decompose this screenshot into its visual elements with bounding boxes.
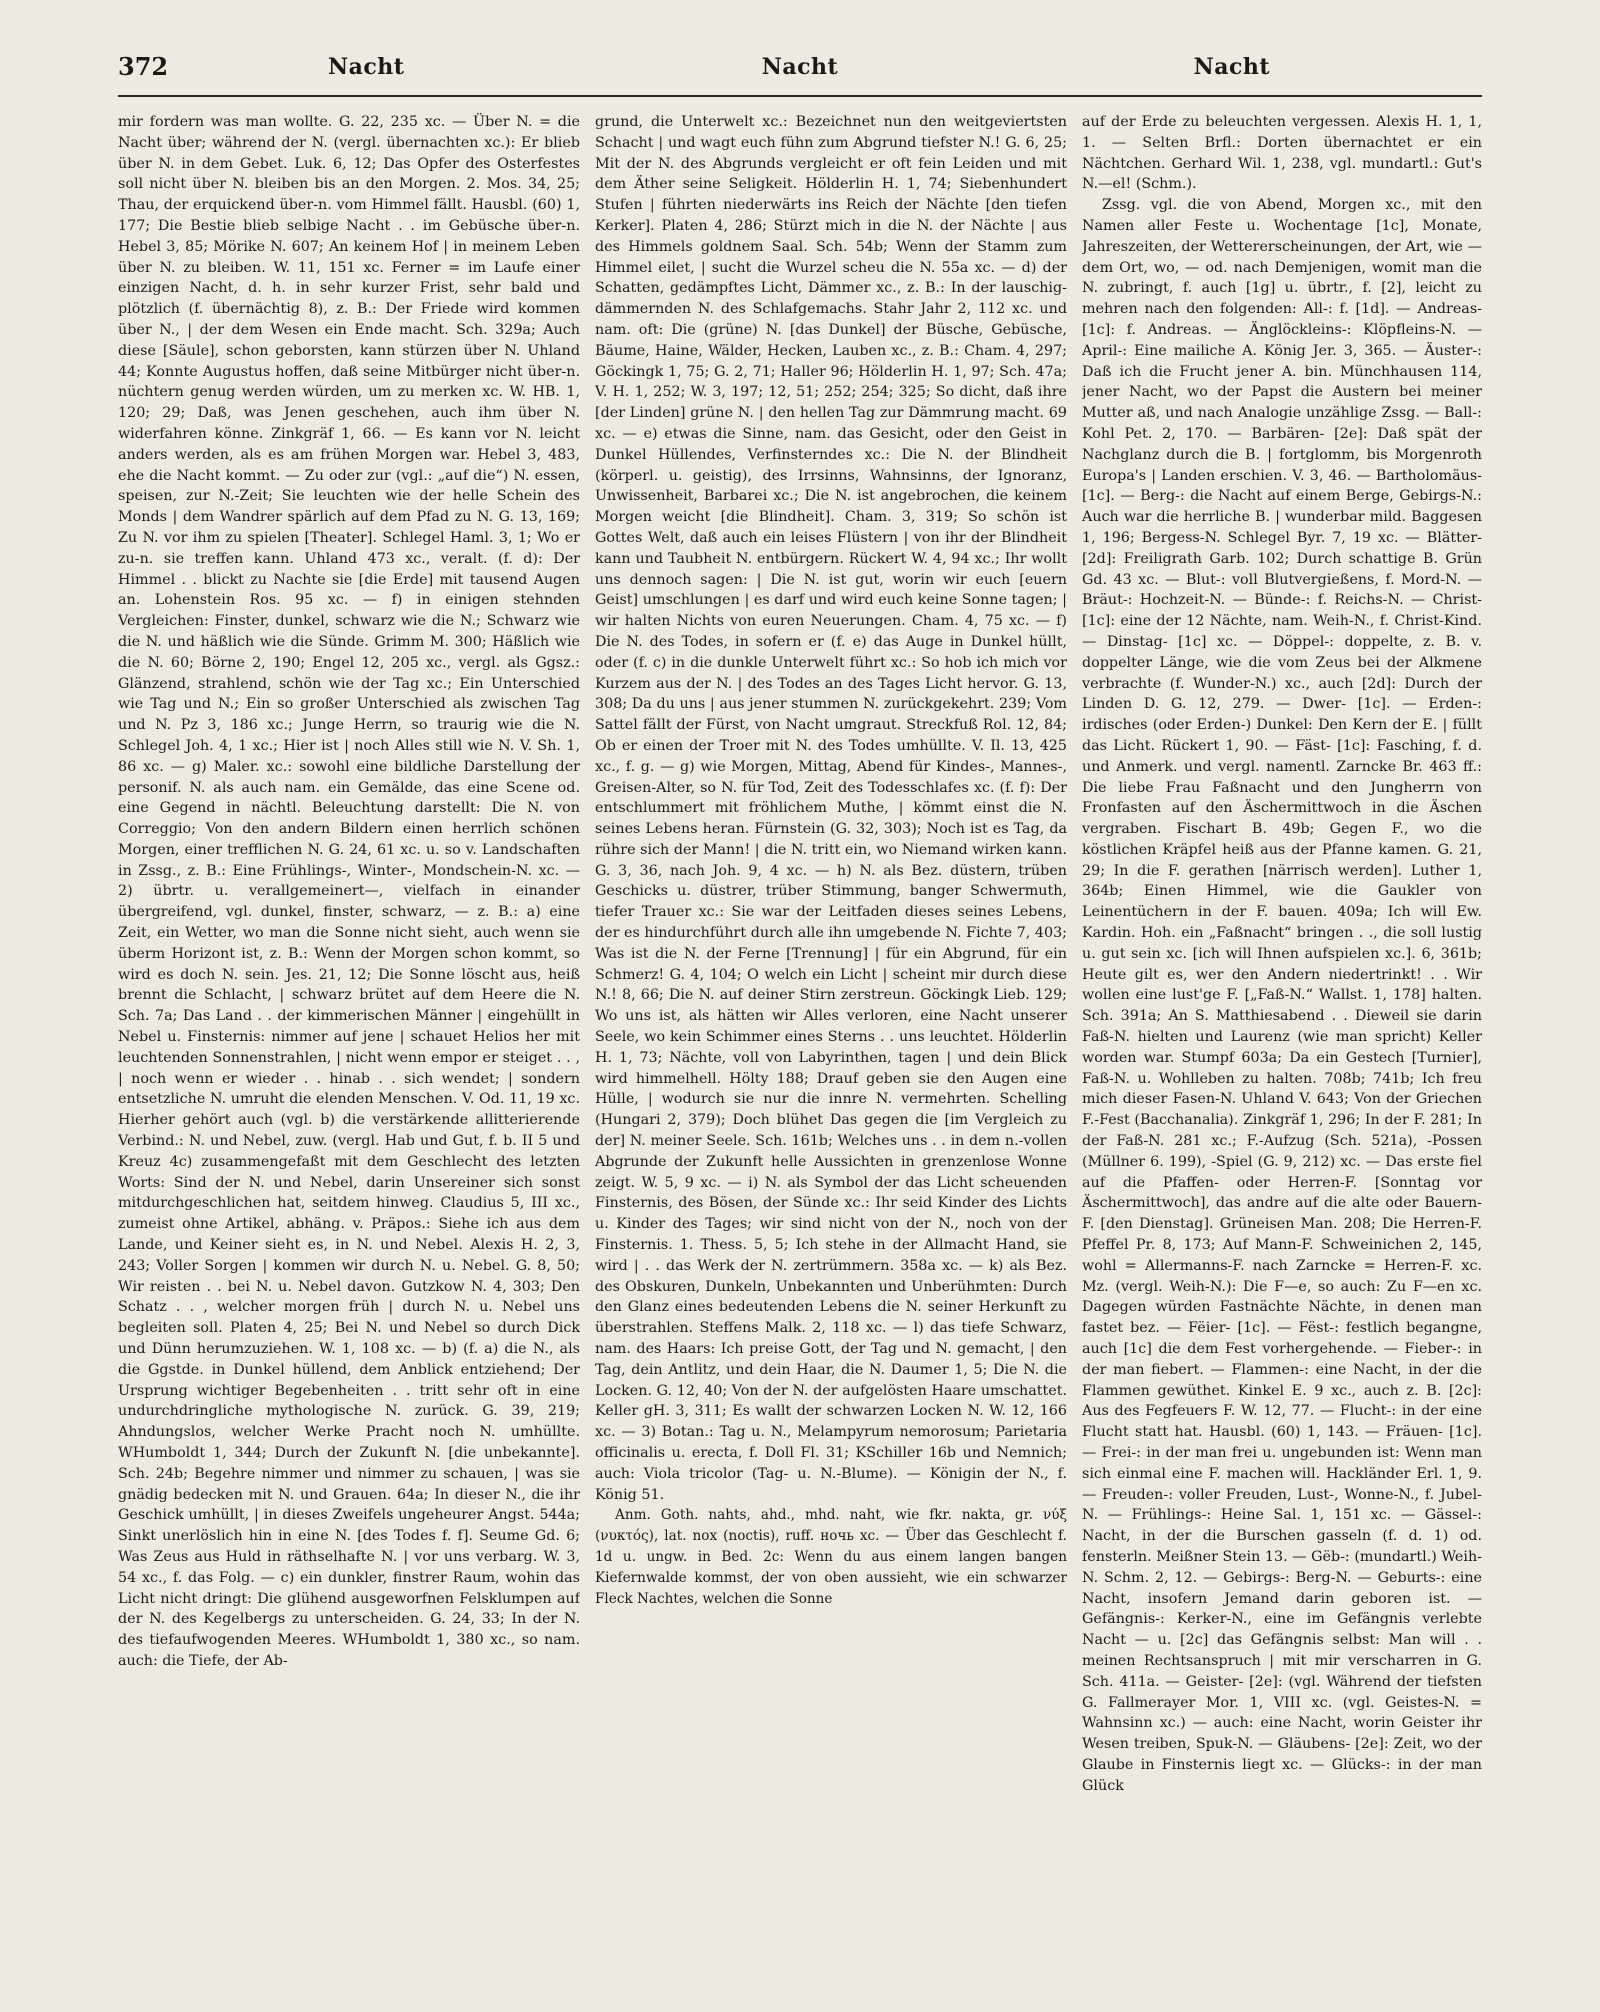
header-rule [118, 95, 1482, 97]
column-1-text: mir fordern was man wollte. G. 22, 235 xc. — Über N. = die Nacht über; während der N. (vergl. übernachten xc.): Er blieb über N. in dem Gebet. Luk. 6, 12; Das Opfer des Osterfestes soll nicht über N. bleiben bis an den Morgen. 2. Mos. 34, 25; Thau, der erquickend über-n. vom Himmel fällt. Hausbl. (60) 1, 177; Die Bestie blieb selbige Nacht . . im Gebüsche über-n. Hebel 3, 85; Mörike N. 607; An keinem Hof | in meinem Leben über N. zu bleiben. W. 11, 151 xc. Ferner = im Laufe einer einzigen Nacht, d. h. in sehr kurzer Frist, sehr bald und plötzlich (f. übernächtig 8), z. B.: Der Friede wird kommen über N., | der dem Wesen ein Ende macht. Sch. 329a; Auch diese [Säule], schon geborsten, kann stürzen über N. Uhland 44; Konnte Augustus hoffen, daß seine Mitbürger nicht über-n. nüchtern genug werden würden, um zu merken xc. W. HB. 1, 120; 29; Daß, was Jenen geschehen, auch ihm über N. widerfahren könne. Zinkgräf 1, 66. — Es kann vor N. leicht anders werden, als es am frühen Morgen war. Hebel 3, 483, ehe die Nacht kommt. — Zu oder zur (vgl.: „auf die“) N. essen, speisen, zur N.-Zeit; Sie leuchten wie der helle Schein des Monds | dem Wandrer spärlich auf dem Pfad zu N. G. 13, 169; Zu N. vor ihm zu spielen [Theater]. Schlegel Haml. 3, 1; Wo er zu-n. sie treffen kann. Uhland 473 xc., veralt. (f. d): Der Himmel . . blickt zu Nachte sie [die Erde] mit tausend Augen an. Lohenstein Ros. 95 xc. — f) in einigen stehnden Vergleichen: Finster, dunkel, schwarz wie die N.; Schwarz wie die N. und häßlich wie die Sünde. Grimm M. 300; Häßlich wie die N. 60; Börne 2, 190; Engel 12, 205 xc., vergl. als Ggsz.: Glänzend, strahlend, schön wie der Tag xc.; Ein Unterschied wie Tag und N.; Ein so großer Unterschied als zwischen Tag und N. Pz 3, 186 xc.; Junge Herrn, so traurig wie die N. Schlegel Joh. 4, 1 xc.; Hier ist | noch Alles still wie N. V. Sh. 1, 86 xc. — g) Maler. xc.: sowohl eine bildliche Darstellung der personif. N. als auch nam. ein Gemälde, das eine Scene od. eine Gegend in nächtl. Beleuchtung darstellt: Die N. von Correggio; Von den andern Bildern einen herrlich schönen Morgen, einer trefflichen N. G. 24, 61 xc. u. so v. Landschaften in Zssg., z. B.: Eine Frühlings-, Winter-, Mondschein-N. xc. — 2) übrtr. u. verallgemeinert—, vielfach in einander übergreifend, vgl. dunkel, finster, schwarz, — z. B.: a) eine Zeit, ein Wetter, wo man die Sonne nicht sieht, auch wenn sie überm Horizont ist, z. B.: Wenn der Morgen schon kommt, so wird es doch N. sein. Jes. 21, 12; Die Sonne löscht aus, heiß brennt die Schlacht, | schwarz brütet auf dem Heere die N. Sch. 7a; Das Land . . der kimmerischen Männer | eingehüllt in Nebel u. Finsternis: nimmer auf jene | schauet Helios her mit leuchtenden Sonnenstrahlen, | nicht wenn empor er steiget . . , | noch wenn er wieder . . hinab . . sich wendet; | sondern entsetzliche N. umruht die elenden Menschen. V. Od. 11, 19 xc. Hierher gehört auch (vgl. b) die verstärkende allitterierende Verbind.: N. und Nebel, zuw. (vergl. Hab und Gut, f. b. II 5 und Kreuz 4c) zusammengefaßt mit dem Geschlecht des letzten Worts: Sind der N. und Nebel, darin Unsereiner sich sonst mitdurchgeschlichen hat, seitdem hinweg. Claudius 5, III xc., zumeist ohne Artikel, abhäng. v. Präpos.: Siehe ich aus dem Lande, und Keiner sieht es, in N. und Nebel. Alexis H. 2, 3, 243; Voller Sorgen | kommen wir durch N. u. Nebel. G. 8, 50; Wir reisten . . bei N. u. Nebel davon. Gutzkow N. 4, 303; Den Schatz . . , welcher morgen früh | durch N. u. Nebel uns begleiten soll. Platen 4, 25; Bei N. und Nebel so durch Dick und Dünn herumzuziehen. W. 1, 108 xc. — b) (f. a) die N., als die Ggstde. in Dunkel hüllend, dem Anblick entziehend; Der Ursprung wichtiger Begebenheiten . . tritt sehr oft in eine undurchdringliche mythologische N. zurück. G. 39, 219; Ahndungslos, welcher Werke Pracht noch N. umhüllte. WHumboldt 1, 344; Durch der Zukunft N. [die unbekannte]. Sch. 24b; Begehre nimmer und nimmer zu schauen, | was sie gnädig bedecken mit N. und Grauen. 64a; In dieser N., die ihr Geschick umhüllt, | in dieses Zweifels ungeheurer Angst. 544a; Sinkt unerlöslich hin in eine N. [des Todes f. f]. Seume Gd. 6; Was Zeus aus Huld in räthselhafte N. | vor uns verbarg. W. 3, 54 xc., f. das Folg. — c) ein dunkler, finstrer Raum, wohin das Licht nicht dringt: Die glühend ausgeworfnen Felsklumpen auf der N. des Kegelbergs zu unterscheiden. G. 24, 33; In der N. des tiefaufwogenden Meeres. WHumboldt 1, 380 xc., so nam. auch: die Tiefe, der Ab- [118, 114, 580, 1669]
column-3 [1082, 112, 1482, 1982]
running-head-left: Nacht [328, 54, 405, 80]
page-number: 372 [118, 52, 169, 81]
column-2-text: grund, die Unterwelt xc.: Bezeichnet nun den weitgeviertsten Schacht | und wagt euch fühn zum Abgrund tiefster N.! G. 6, 25; Mit der N. des Abgrunds vergleicht er oft fein Leiden und mit dem Äther seine Seligkeit. Hölderlin H. 1, 74; Siebenhundert Stufen | führten niederwärts ins Reich der Nächte [den tiefen Kerker]. Platen 4, 286; Stürzt mich in die N. der Nächte | aus des Himmels goldnem Saal. Sch. 54b; Wenn der Stamm zum Himmel eilet, | sucht die Wurzel scheu die N. 55a xc. — d) der Schatten, gedämpftes Licht, Dämmer xc., z. B.: In der lauschig-dämmernden N. des Schlafgemachs. Stahr Jahr 2, 112 xc. und nam. oft: Die (grüne) N. [das Dunkel] der Büsche, Gebüsche, Bäume, Haine, Wälder, Hecken, Lauben xc., z. B.: Cham. 4, 297; Göckingk 1, 75; G. 2, 71; Haller 96; Hölderlin H. 1, 97; Sch. 47a; V. H. 1, 252; W. 3, 197; 12, 51; 252; 254; 325; So dicht, daß ihre [der Linden] grüne N. | den hellen Tag zur Dämmrung macht. 69 xc. — e) etwas die Sinne, nam. das Gesicht, oder den Geist in Dunkel Hüllendes, Verfinsterndes xc.: Die N. der Blindheit (körperl. u. geistig), des Irrsinns, Wahnsinns, der Ignoranz, Unwissenheit, Barbarei xc.; Die N. ist angebrochen, die keinem Morgen weicht [die Blindheit]. Cham. 3, 319; So schön ist Gottes Welt, daß auch ein leises Flüstern | von ihr der Blindheit kann und Taubheit N. entbürgern. Rückert W. 4, 94 xc.; Ihr wollt uns dennoch sagen: | Die N. ist gut, worin wir euch [euern Geist] umschlungen | es darf und wird euch keine Sonne tagen; | wir halten Nichts von euren Neuerungen. Cham. 4, 75 xc. — f) Die N. des Todes, in sofern er (f. e) das Auge in Dunkel hüllt, oder (f. c) in die dunkle Unterwelt führt xc.: So hob ich mich vor Kurzem aus der N. | des Todes an des Tages Licht hervor. G. 13, 308; Da du uns | aus jener stummen N. zurückgekehrt. 239; Vom Sattel fällt der Fürst, von Nacht umgraut. Streckfuß Rol. 12, 84; Ob er einen der Troer mit N. des Todes umhüllte. V. Il. 13, 425 xc., f. g. — g) wie Morgen, Mittag, Abend für Kindes-, Mannes-, Greisen-Alter, so N. für Tod, Zeit des Todesschlafes xc. (f. f): Der entschlummert mit fröhlichem Muthe, | kömmt einst die N. seines Lebens heran. Fürnstein (G. 32, 303); Noch ist es Tag, da rühre sich der Mann! | die N. tritt ein, wo Niemand wirken kann. G. 3, 36, nach Joh. 9, 4 xc. — h) N. als Bez. düstern, trüben Geschicks u. düstrer, trüber Stimmung, banger Schwermuth, tiefer Trauer xc.: Sie war der Leitfaden dieses seines Lebens, der es hindurchführt durch alle ihn umgebende N. Fichte 7, 403; Was ist die N. der Ferne [Trennung] | für ein Abgrund, für ein Schmerz! G. 4, 104; O welch ein Licht | scheint mir durch diese N.! 8, 66; Die N. auf deiner Stirn zerstreun. Göckingk Lieb. 129; Wo uns ist, als hätten wir Alles verloren, eine Nacht unserer Seele, wo kein Schimmer eines Sterns . . uns leuchtet. Hölderlin H. 1, 73; Nächte, voll von Labyrinthen, tagen | und dein Blick wird himmelhell. Hölty 188; Drauf geben sie den Augen eine Hülle, | wodurch sie nur die innre N. vermehrten. Schelling (Hungari 2, 379); Doch blühet Das gegen die [im Vergleich zu der] N. meiner Seele. Sch. 161b; Welches uns . . in dem n.-vollen Abgrunde der Zukunft helle Aussichten in grenzenlose Wonne zeigt. W. 5, 9 xc. — i) N. als Symbol der das Licht scheuenden Finsternis, des Bösen, der Sünde xc.: Ihr seid Kinder des Lichts u. Kinder des Tages; wir sind nicht von der N., noch von der Finsternis. 1. Thess. 5, 5; Ich stehe in der Allmacht Hand, sie wird | . . das Werk der N. zertrümmern. 358a xc. — k) als Bez. des Obskuren, Dunkeln, Unbekannten und Unberühmten: Durch den Glanz eines bedeutenden Lebens die N. seiner Herkunft zu überstrahlen. Steffens Malk. 2, 118 xc. — l) das tiefe Schwarz, nam. des Haars: Ich preise Gott, der Tag und N. gemacht, | den Tag, dein Antlitz, und dein Haar, die N. Daumer 1, 5; Die N. die Locken. G. 12, 40; Von der N. der aufgelösten Haare umschattet. Keller gH. 3, 311; Es wallt der schwarzen Locken N. W. 12, 166 xc. — 3) Botan.: Tag u. N., Melampyrum nemorosum; Parietaria officinalis u. erecta, f. Doll Fl. 31; KSchiller 16b und Nemnich; auch: Viola tricolor (Tag- u. N.-Blume). — Königin der N., f. König 51. [595, 114, 1067, 1503]
running-head-right: Nacht [1193, 54, 1270, 80]
column-3-text-top: auf der Erde zu beleuchten vergessen. Alexis H. 1, 1, 1. — Selten Brfl.: Dorten übernachtet er ein Nächtchen. Gerhard Wil. 1, 238, vgl. mundartl.: Gut's N.—el! (Schm.). [1082, 114, 1482, 193]
page-header [118, 52, 1482, 92]
column-1 [118, 112, 580, 1982]
running-head-center: Nacht [761, 54, 839, 80]
column-2-annotation: Anm. Goth. nahts, ahd., mhd. naht, wie fkr. nakta, gr. νύξ (νυκτός), lat. nox (noctis), ruff. ночь xc. — Über das Geschlecht f. 1d u. ungw. in Bed. 2c: Wenn du aus einem langen bangen Kiefernwalde kommst, der von oben aussieht, wie ein schwarzer Fleck Nachtes, welchen die Sonne [595, 1507, 1067, 1607]
column-3-compounds: Zssg. vgl. die von Abend, Morgen xc., mit den Namen aller Feste u. Wochentage [1c], Monate, Jahreszeiten, der Wettererscheinungen, der Art, wie — dem Ort, wo, — od. nach Demjenigen, womit man die N. zubringt, f. auch [1g] u. übrtr., f. [2], leicht zu mehren nach den folgenden: All-: f. [1d]. — Andreas-[1c]: f. Andreas. — Änglöckleins-: Klöpfleins-N. — April-: Eine mailiche A. König Jer. 3, 365. — Äuster-: Daß ich die Frucht jener A. bin. Münchhausen 114, jener Nacht, wo der Papst die Austern bei meiner Mutter aß, und nach Analogie unzählige Zssg. — Ball-: Kohl Pet. 2, 170. — Barbären- [2e]: Daß spät der Nachglanz durch die B. | fortglomm, bis Morgenroth Europa's | Landen erschien. V. 3, 46. — Bartholomäus- [1c]. — Berg-: die Nacht auf einem Berge, Gebirgs-N.: Auch war die herrliche B. | wunderbar mild. Baggesen 1, 196; Bergess-N. Schlegel Byr. 7, 19 xc. — Blätter- [2d]: Freiligrath Garb. 102; Durch schattige B. Grün Gd. 43 xc. — Blut-: voll Blutvergießens, f. Mord-N. — Bräut-: Hochzeit-N. — Bünde-: f. Reichs-N. — Christ- [1c]: eine der 12 Nächte, nam. Weih-N., f. Christ-Kind. — Dinstag- [1c] xc. — Döppel-: doppelte, z. B. v. doppelter Länge, wie die vom Zeus bei der Alkmene verbrachte (f. Wunder-N.) xc., auch [2d]: Durch der Linden D. G. 12, 279. — Dwer- [1c]. — Erden-: irdisches (oder Erden-) Dunkel: Den Kern der E. | füllt das Licht. Rückert 1, 90. — Fäst- [1c]: Fasching, f. d. und Anmerk. und vergl. namentl. Zarncke Br. 463 ff.: Die liebe Frau Faßnacht und den Jungherrn von Fronfasten auf den Äschermittwoch in die Äschen vergraben. Fischart B. 49b; Gegen F., wo die köstlichen Kräpfel heiß aus der Pfanne kamen. G. 21, 29; In die F. gerathen [närrisch werden]. Luther 1, 364b; Einen Himmel, wie die Gaukler von Leinentüchern in der F. bauen. 409a; Ich will Ew. Kardin. Hoh. ein „Faßnacht“ bringen . ., die soll lustig u. gut sein xc. [ich will Ihnen aufspielen xc.]. 6, 361b; Heute gilt es, wer den Andern niedertrinkt! . . Wir wollen eine lust'ge F. [„Faß-N.“ Wallst. 1, 178] halten. Sch. 391a; An S. Matthiesabend . . Dieweil sie darin Faß-N. hielten und Laurenz (wie man spricht) Keller worden war. Stumpf 603a; Da ein Gestech [Turnier], Faß-N. u. Wohlleben zu halten. 708b; 741b; Ich freu mich dieser Fasen-N. Uhland V. 643; Von der Griechen F.-Fest (Bacchanalia). Zinkgräf 1, 296; In der F. 281; In der Faß-N. 281 xc.; F.-Aufzug (Sch. 521a), -Possen (Müllner 6. 199), -Spiel (G. 9, 212) xc. — Das erste fiel auf die Pfaffen- oder Herren-F. [Sonntag vor Äschermittwoch], das andre auf die alte oder Bauern-F. [den Dienstag]. Grüneisen Man. 208; Die Herren-F. Pfeffel Pr. 8, 173; Auf Mann-F. Schweinichen 2, 145, wohl = Allermanns-F. nach Zarncke = Herren-F. xc. Mz. (vergl. Weih-N.): Die F—e, so auch: Zu F—en xc. Dagegen würden Fastnächte Nächte, in denen man fastet bez. — Fëier- [1c]. — Fëst-: festlich begangne, auch [1c] die dem Fest vorhergehende. — Fieber-: in der man fiebert. — Flammen-: eine Nacht, in der die Flammen gewüthet. Kinkel E. 9 xc., auch z. B. [2c]: Aus des Fegfeuers F. W. 12, 77. — Flucht-: in der eine Flucht statt hat. Hausbl. (60) 1, 143. — Fräuen- [1c]. — Frei-: in der man frei u. ungebunden ist: Wenn man sich einmal eine F. machen will. Hackländer Erl. 1, 9. — Freuden-: voller Freuden, Lust-, Wonne-N., f. Jubel-N. — Frühlings-: Heine Sal. 1, 151 xc. — Gässel-: Nacht, in der die Burschen gasseln (f. d. 1) od. fensterln. Meißner Stein 13. — Gëb-: (mundartl.) Weih-N. Schm. 2, 12. — Gebirgs-: Berg-N. — Geburts-: eine Nacht, insofern Jemand darin geboren ist. — Gefängnis-: Kerker-N., eine im Gefängnis verlebte Nacht — u. [2c] das Gefängnis selbst: Man will . . meinen Rechtsanspruch | mit mir verscharren in G. Sch. 411a. — Geister- [2e]: (vgl. Während der tiefsten G. Fallmerayer Mor. 1, VIII xc. (vgl. Geistes-N. = Wahnsinn xc.) — auch: eine Nacht, worin Geister ihr Wesen treiben, Spuk-N. — Gläubens- [2e]: Zeit, wo der Glaube in Finsternis liegt xc. — Glücks-: in der man Glück [1082, 197, 1482, 1794]
column-2 [595, 112, 1067, 1982]
